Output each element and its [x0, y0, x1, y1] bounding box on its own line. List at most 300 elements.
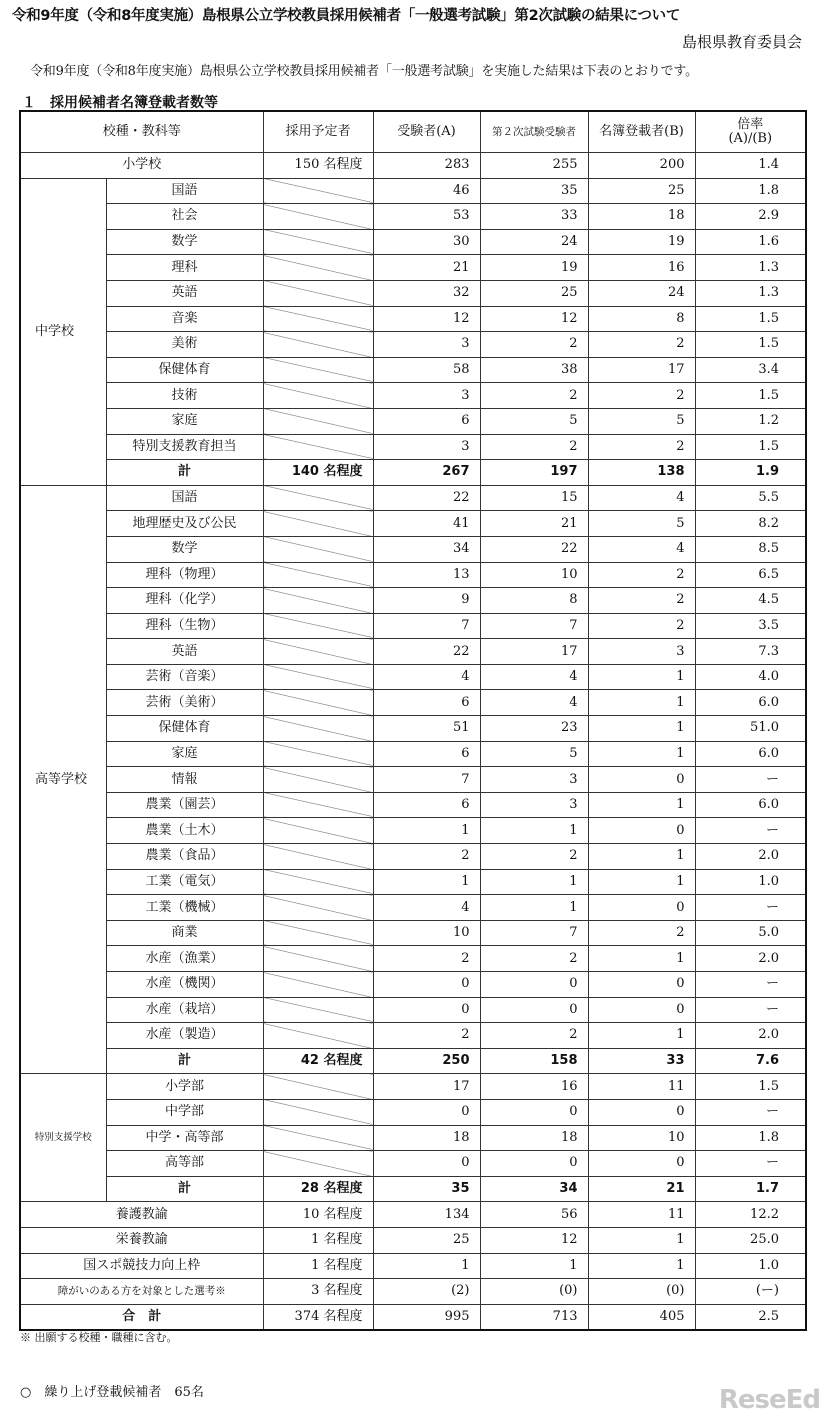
table-row	[20, 1074, 806, 1100]
second-exam-cell: 1	[480, 895, 588, 921]
registered-cell: 1	[588, 869, 695, 895]
second-exam-cell: 12	[480, 1227, 588, 1253]
second-exam-cell: 1	[480, 818, 588, 844]
second-exam-cell: 10	[480, 562, 588, 588]
examinees-cell: 34	[373, 536, 480, 562]
table-row	[20, 792, 806, 818]
subject-label: 特別支援教育担当	[106, 434, 263, 460]
registered-cell: 11	[588, 1074, 695, 1100]
planned-slash-cell	[263, 229, 373, 255]
planned-slash-cell	[263, 997, 373, 1023]
footnote: ※ 出願する校種・職種に含む。	[20, 1331, 178, 1344]
ratio-cell: 51.0	[695, 716, 806, 742]
subject-label: 数学	[106, 536, 263, 562]
registered-cell: 0	[588, 1099, 695, 1125]
planned-slash-cell	[263, 383, 373, 409]
table-row	[20, 639, 806, 665]
planned-slash-cell	[263, 1023, 373, 1049]
ratio-cell: 1.8	[695, 1125, 806, 1151]
resed-logo: ReseEd	[718, 1385, 820, 1415]
planned-slash-cell	[263, 869, 373, 895]
examinees-cell: 0	[373, 1151, 480, 1177]
second-exam-cell: 5	[480, 408, 588, 434]
registered-cell: 1	[588, 690, 695, 716]
issuer: 島根県教育委員会	[681, 33, 802, 51]
subject-label: 情報	[106, 767, 263, 793]
registered-cell: 2	[588, 562, 695, 588]
intro-text: 令和9年度（令和8年度実施）島根県公立学校教員採用候補者「一般選考試験」を実施した結果は下表のとおりです。	[30, 64, 698, 79]
ratio-cell: 1.0	[695, 1253, 806, 1279]
second-exam-cell: 19	[480, 255, 588, 281]
ratio-cell: 1.5	[695, 332, 806, 358]
ratio-cell: 7.6	[695, 1048, 806, 1074]
subject-label: 高等部	[106, 1151, 263, 1177]
table-row	[20, 946, 806, 972]
table-row	[20, 869, 806, 895]
table-row	[20, 562, 806, 588]
table-row	[20, 588, 806, 614]
subject-label: 農業（食品）	[106, 844, 263, 870]
table-row	[20, 895, 806, 921]
header-examinees: 受験者(A)	[373, 111, 480, 153]
registered-cell: 4	[588, 536, 695, 562]
planned-slash-cell	[263, 1074, 373, 1100]
subject-label: 水産（機関）	[106, 972, 263, 998]
row-label: 国スポ競技力向上枠	[20, 1253, 263, 1279]
header-planned: 採用予定者	[263, 111, 373, 153]
grand-total-label: 合 計	[20, 1304, 263, 1330]
subject-label: 社会	[106, 204, 263, 230]
examinees-cell: 53	[373, 204, 480, 230]
registered-cell: 1	[588, 1253, 695, 1279]
header-row	[20, 111, 806, 153]
subject-label: 農業（土木）	[106, 818, 263, 844]
second-exam-cell: 0	[480, 1099, 588, 1125]
registered-cell: 138	[588, 460, 695, 486]
planned-cell: 140 名程度	[263, 460, 373, 486]
examinees-cell: 10	[373, 920, 480, 946]
registered-cell: 1	[588, 716, 695, 742]
registered-cell: 200	[588, 153, 695, 179]
table-row	[20, 997, 806, 1023]
planned-cell: 3 名程度	[263, 1279, 373, 1305]
second-exam-cell: 22	[480, 536, 588, 562]
row-label: 養護教諭	[20, 1202, 263, 1228]
ratio-cell: 1.5	[695, 1074, 806, 1100]
second-exam-cell: 3	[480, 792, 588, 818]
planned-slash-cell	[263, 818, 373, 844]
examinees-cell: 6	[373, 690, 480, 716]
ratio-cell: 4.0	[695, 664, 806, 690]
examinees-cell: 22	[373, 485, 480, 511]
table-row-subtotal	[20, 460, 806, 486]
planned-cell: 150 名程度	[263, 153, 373, 179]
ratio-cell: 12.2	[695, 1202, 806, 1228]
table-row	[20, 613, 806, 639]
examinees-cell: 25	[373, 1227, 480, 1253]
examinees-cell: 1	[373, 869, 480, 895]
examinees-cell: 0	[373, 972, 480, 998]
second-exam-cell: 4	[480, 664, 588, 690]
second-exam-cell: 7	[480, 920, 588, 946]
results-table	[19, 110, 807, 1331]
planned-cell: 1 名程度	[263, 1227, 373, 1253]
row-label: 栄養教諭	[20, 1227, 263, 1253]
planned-slash-cell	[263, 1151, 373, 1177]
table-row	[20, 511, 806, 537]
table-row	[20, 844, 806, 870]
subject-label: 理科（生物）	[106, 613, 263, 639]
planned-slash-cell	[263, 690, 373, 716]
subtotal-label: 計	[106, 1048, 263, 1074]
second-exam-cell: 35	[480, 178, 588, 204]
examinees-cell: 46	[373, 178, 480, 204]
ratio-cell: ー	[695, 972, 806, 998]
ratio-cell: 8.2	[695, 511, 806, 537]
examinees-cell: 18	[373, 1125, 480, 1151]
examinees-cell: 2	[373, 946, 480, 972]
table-row	[20, 178, 806, 204]
row-label: 障がいのある方を対象とした選考※	[20, 1279, 263, 1305]
ratio-cell: 6.5	[695, 562, 806, 588]
second-exam-cell: 8	[480, 588, 588, 614]
header-ratio-line1: 倍率	[737, 117, 764, 132]
registered-cell: 1	[588, 1023, 695, 1049]
examinees-cell: 32	[373, 280, 480, 306]
registered-cell: 18	[588, 204, 695, 230]
examinees-cell: 51	[373, 716, 480, 742]
table-row	[20, 434, 806, 460]
planned-cell: 10 名程度	[263, 1202, 373, 1228]
planned-slash-cell	[263, 946, 373, 972]
table-row-subtotal	[20, 1048, 806, 1074]
examinees-cell: 6	[373, 741, 480, 767]
ratio-cell: 1.5	[695, 306, 806, 332]
table-row	[20, 716, 806, 742]
ratio-cell: 1.6	[695, 229, 806, 255]
table-row-grand-total	[20, 1304, 806, 1330]
planned-slash-cell	[263, 536, 373, 562]
examinees-cell: 3	[373, 383, 480, 409]
examinees-cell: 1	[373, 818, 480, 844]
table-row	[20, 1023, 806, 1049]
second-exam-cell: 197	[480, 460, 588, 486]
second-exam-cell: 1	[480, 1253, 588, 1279]
second-exam-cell: 23	[480, 716, 588, 742]
registered-cell: 11	[588, 1202, 695, 1228]
registered-cell: 1	[588, 1227, 695, 1253]
ratio-cell: ー	[695, 1151, 806, 1177]
table-row	[20, 1151, 806, 1177]
second-exam-cell: 17	[480, 639, 588, 665]
registered-cell: 0	[588, 895, 695, 921]
second-exam-cell: 2	[480, 844, 588, 870]
second-exam-cell: 158	[480, 1048, 588, 1074]
table-row	[20, 229, 806, 255]
page-title: 令和9年度（令和8年度実施）島根県公立学校教員採用候補者「一般選考試験」第2次試験の結果について	[12, 8, 681, 24]
table-row	[20, 255, 806, 281]
group-label-special: 特別支援学校	[20, 1074, 106, 1202]
examinees-cell: 7	[373, 613, 480, 639]
second-exam-cell: 0	[480, 997, 588, 1023]
registered-cell: 2	[588, 588, 695, 614]
subject-label: 国語	[106, 485, 263, 511]
registered-cell: 3	[588, 639, 695, 665]
registered-cell: 405	[588, 1304, 695, 1330]
planned-slash-cell	[263, 639, 373, 665]
table-row	[20, 204, 806, 230]
examinees-cell: 2	[373, 844, 480, 870]
second-exam-cell: 1	[480, 869, 588, 895]
examinees-cell: 134	[373, 1202, 480, 1228]
examinees-cell: 9	[373, 588, 480, 614]
planned-cell: 1 名程度	[263, 1253, 373, 1279]
examinees-cell: 4	[373, 664, 480, 690]
planned-slash-cell	[263, 664, 373, 690]
table-row-other	[20, 1202, 806, 1228]
ratio-cell: 1.0	[695, 869, 806, 895]
subject-label: 芸術（音楽）	[106, 664, 263, 690]
planned-slash-cell	[263, 178, 373, 204]
examinees-cell: 30	[373, 229, 480, 255]
planned-slash-cell	[263, 280, 373, 306]
ratio-cell: 1.7	[695, 1176, 806, 1202]
ratio-cell: 6.0	[695, 792, 806, 818]
subject-label: 保健体育	[106, 716, 263, 742]
second-exam-cell: 15	[480, 485, 588, 511]
registered-cell: 21	[588, 1176, 695, 1202]
ratio-cell: ー	[695, 895, 806, 921]
registered-cell: 0	[588, 997, 695, 1023]
planned-slash-cell	[263, 844, 373, 870]
registered-cell: 2	[588, 920, 695, 946]
examinees-cell: 12	[373, 306, 480, 332]
planned-slash-cell	[263, 588, 373, 614]
second-exam-cell: 255	[480, 153, 588, 179]
table-row	[20, 741, 806, 767]
table-row	[20, 818, 806, 844]
subject-label: 中学部	[106, 1099, 263, 1125]
planned-slash-cell	[263, 204, 373, 230]
second-exam-cell: 2	[480, 946, 588, 972]
group-label-high: 高等学校	[20, 485, 106, 1074]
ratio-cell: 2.0	[695, 1023, 806, 1049]
subject-label: 工業（機械）	[106, 895, 263, 921]
ratio-cell: ー	[695, 818, 806, 844]
table-row	[20, 383, 806, 409]
second-exam-cell: 16	[480, 1074, 588, 1100]
subject-label: 水産（漁業）	[106, 946, 263, 972]
examinees-cell: 6	[373, 408, 480, 434]
second-exam-cell: 3	[480, 767, 588, 793]
registered-cell: 1	[588, 844, 695, 870]
ratio-cell: 7.3	[695, 639, 806, 665]
ratio-cell: 2.0	[695, 844, 806, 870]
table-row-subtotal	[20, 1176, 806, 1202]
planned-cell: 42 名程度	[263, 1048, 373, 1074]
table-row	[20, 306, 806, 332]
subject-label: 理科	[106, 255, 263, 281]
examinees-cell: 0	[373, 997, 480, 1023]
subject-label: 水産（栽培）	[106, 997, 263, 1023]
second-exam-cell: 713	[480, 1304, 588, 1330]
registered-cell: 2	[588, 383, 695, 409]
table-row	[20, 920, 806, 946]
table-row	[20, 357, 806, 383]
examinees-cell: 283	[373, 153, 480, 179]
second-exam-cell: 12	[480, 306, 588, 332]
ratio-cell: 1.3	[695, 280, 806, 306]
registered-cell: 1	[588, 741, 695, 767]
ratio-cell: 25.0	[695, 1227, 806, 1253]
header-subject: 校種・教科等	[20, 111, 263, 153]
registered-cell: 5	[588, 408, 695, 434]
registered-cell: 2	[588, 613, 695, 639]
second-exam-cell: 7	[480, 613, 588, 639]
registered-cell: 5	[588, 511, 695, 537]
registered-cell: 0	[588, 972, 695, 998]
second-exam-cell: 5	[480, 741, 588, 767]
registered-cell: 0	[588, 767, 695, 793]
second-exam-cell: 0	[480, 1151, 588, 1177]
subject-label: 英語	[106, 280, 263, 306]
examinees-cell: 0	[373, 1099, 480, 1125]
second-exam-cell: 2	[480, 383, 588, 409]
ratio-cell: 5.0	[695, 920, 806, 946]
subtotal-label: 計	[106, 460, 263, 486]
header-second: 第２次試験受験者	[480, 111, 588, 153]
examinees-cell: 1	[373, 1253, 480, 1279]
ratio-cell: ー	[695, 767, 806, 793]
second-exam-cell: 18	[480, 1125, 588, 1151]
planned-slash-cell	[263, 613, 373, 639]
examinees-cell: 21	[373, 255, 480, 281]
table-row	[20, 972, 806, 998]
subject-label: 水産（製造）	[106, 1023, 263, 1049]
registered-cell: 4	[588, 485, 695, 511]
ratio-cell: 2.9	[695, 204, 806, 230]
registered-cell: 0	[588, 1151, 695, 1177]
planned-slash-cell	[263, 408, 373, 434]
ratio-cell: 1.4	[695, 153, 806, 179]
ratio-cell: 1.9	[695, 460, 806, 486]
planned-slash-cell	[263, 562, 373, 588]
table-row	[20, 408, 806, 434]
table-row	[20, 1125, 806, 1151]
planned-slash-cell	[263, 357, 373, 383]
registered-cell: 1	[588, 946, 695, 972]
registered-cell: 0	[588, 818, 695, 844]
table-row	[20, 664, 806, 690]
subject-label: 理科（化学）	[106, 588, 263, 614]
subject-label: 工業（電気）	[106, 869, 263, 895]
registered-cell: 19	[588, 229, 695, 255]
table-row	[20, 690, 806, 716]
examinees-cell: 3	[373, 434, 480, 460]
group-label-junior: 中学校	[20, 178, 106, 485]
ratio-cell: 4.5	[695, 588, 806, 614]
header-ratio	[695, 111, 806, 153]
subject-label: 家庭	[106, 408, 263, 434]
examinees-cell: 6	[373, 792, 480, 818]
examinees-cell: 13	[373, 562, 480, 588]
registered-cell: 1	[588, 664, 695, 690]
planned-cell: 28 名程度	[263, 1176, 373, 1202]
subject-label: 中学・高等部	[106, 1125, 263, 1151]
table-row-other	[20, 1227, 806, 1253]
table-row-elementary	[20, 153, 806, 179]
examinees-cell: 35	[373, 1176, 480, 1202]
ratio-cell: ー	[695, 1099, 806, 1125]
second-exam-cell: 56	[480, 1202, 588, 1228]
second-exam-cell: 2	[480, 332, 588, 358]
table-row-other	[20, 1279, 806, 1305]
second-exam-cell: (0)	[480, 1279, 588, 1305]
waitlist-note: ○ 繰り上げ登載候補者 65名	[20, 1385, 204, 1400]
examinees-cell: 2	[373, 1023, 480, 1049]
examinees-cell: 17	[373, 1074, 480, 1100]
header-registered: 名簿登載者(B)	[588, 111, 695, 153]
examinees-cell: 995	[373, 1304, 480, 1330]
planned-cell: 374 名程度	[263, 1304, 373, 1330]
subtotal-label: 計	[106, 1176, 263, 1202]
ratio-cell: 8.5	[695, 536, 806, 562]
examinees-cell: 22	[373, 639, 480, 665]
subject-label: 商業	[106, 920, 263, 946]
second-exam-cell: 24	[480, 229, 588, 255]
planned-slash-cell	[263, 716, 373, 742]
table-row	[20, 485, 806, 511]
second-exam-cell: 2	[480, 434, 588, 460]
ratio-cell: 3.5	[695, 613, 806, 639]
planned-slash-cell	[263, 511, 373, 537]
registered-cell: 17	[588, 357, 695, 383]
registered-cell: 33	[588, 1048, 695, 1074]
subject-label: 小学部	[106, 1074, 263, 1100]
ratio-cell: (ー)	[695, 1279, 806, 1305]
ratio-cell: 1.5	[695, 383, 806, 409]
header-ratio-line2: (A)/(B)	[728, 131, 773, 146]
registered-cell: 10	[588, 1125, 695, 1151]
registered-cell: 8	[588, 306, 695, 332]
planned-slash-cell	[263, 255, 373, 281]
second-exam-cell: 4	[480, 690, 588, 716]
examinees-cell: 7	[373, 767, 480, 793]
table-row	[20, 536, 806, 562]
registered-cell: 1	[588, 792, 695, 818]
examinees-cell: 58	[373, 357, 480, 383]
table-row	[20, 332, 806, 358]
subject-label: 家庭	[106, 741, 263, 767]
subject-label: 芸術（美術）	[106, 690, 263, 716]
ratio-cell: 6.0	[695, 741, 806, 767]
subject-label: 技術	[106, 383, 263, 409]
registered-cell: 25	[588, 178, 695, 204]
ratio-cell: 2.0	[695, 946, 806, 972]
examinees-cell: 3	[373, 332, 480, 358]
planned-slash-cell	[263, 920, 373, 946]
ratio-cell: 6.0	[695, 690, 806, 716]
planned-slash-cell	[263, 332, 373, 358]
planned-slash-cell	[263, 485, 373, 511]
planned-slash-cell	[263, 972, 373, 998]
subject-label: 理科（物理）	[106, 562, 263, 588]
ratio-cell: 2.5	[695, 1304, 806, 1330]
ratio-cell: ー	[695, 997, 806, 1023]
ratio-cell: 3.4	[695, 357, 806, 383]
planned-slash-cell	[263, 792, 373, 818]
planned-slash-cell	[263, 434, 373, 460]
